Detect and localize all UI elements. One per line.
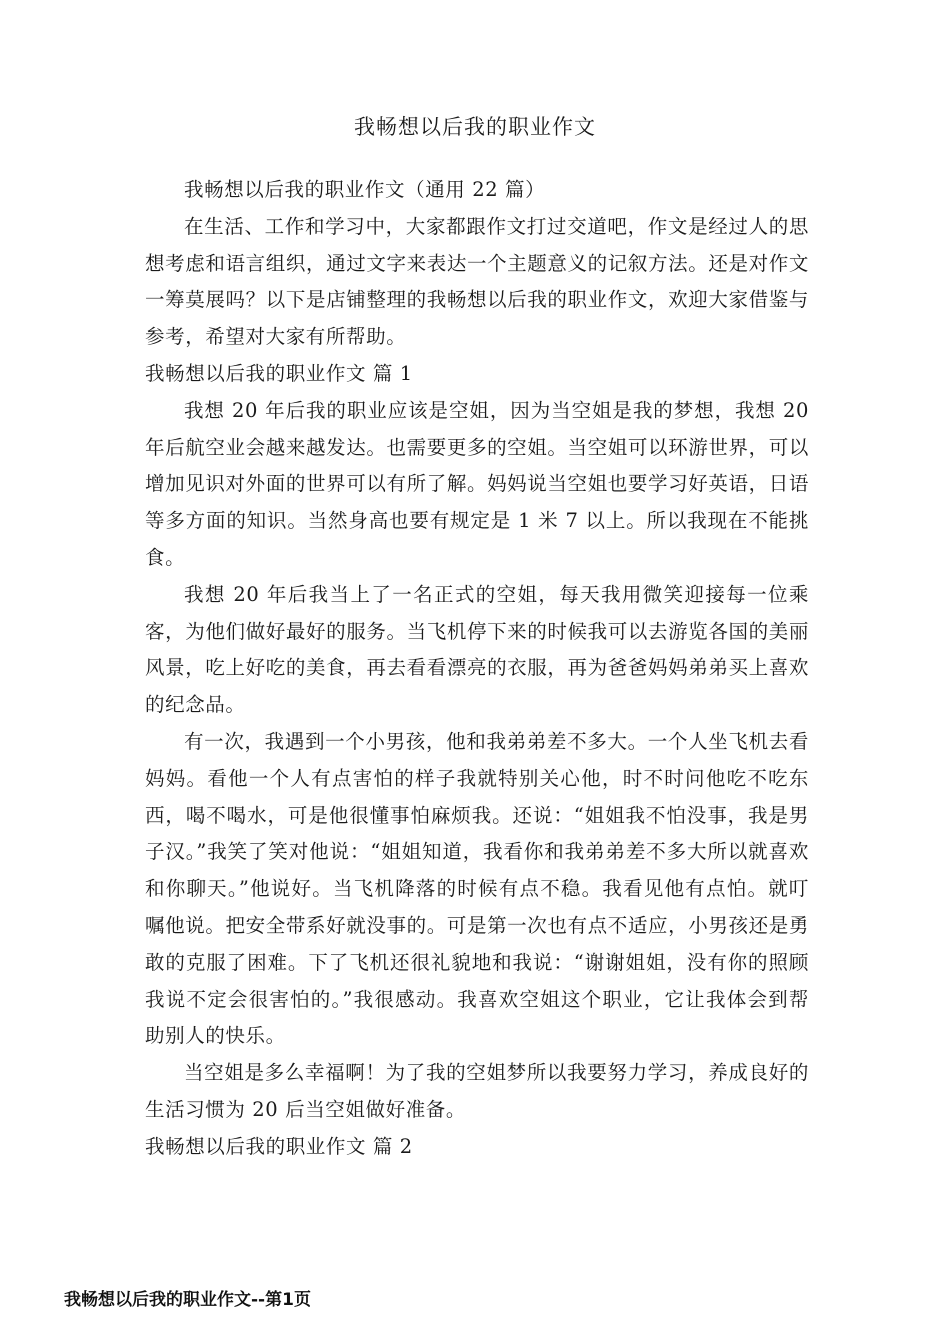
section1-paragraph: 我想 20 年后我当上了一名正式的空姐，每天我用微笑迎接每一位乘客，为他们做好最好的服务。当飞机停下来的时候我可以去游览各国的美丽风景，吃上好吃的美食，再去看看漂亮的衣服，再为爸爸妈妈弟弟买上喜欢的纪念品。	[145, 582, 809, 717]
section-heading-2: 我畅想以后我的职业作文 篇 2	[145, 1134, 413, 1158]
document-subtitle: 我畅想以后我的职业作文（通用 22 篇）	[184, 178, 546, 201]
document-title: 我畅想以后我的职业作文	[354, 115, 596, 139]
section1-paragraph: 当空姐是多么幸福啊！为了我的空姐梦所以我要努力学习，养成良好的生活习惯为 20 后当空姐做好准备。	[145, 1061, 809, 1121]
document-body	[145, 172, 809, 1166]
section1-paragraph: 我想 20 年后我的职业应该是空姐，因为当空姐是我的梦想，我想 20 年后航空业会越来越发达。也需要更多的空姐。当空姐可以环游世界，可以增加见识对外面的世界可以有所了解。妈妈说当空姐也要学习好英语，日语等多方面的知识。当然身高也要有规定是 1 米 7 以上。所以我现在不能挑食。	[145, 398, 809, 569]
intro-paragraph: 在生活、工作和学习中，大家都跟作文打过交道吧，作文是经过人的思想考虑和语言组织，通过文字来表达一个主题意义的记叙方法。还是对作文一筹莫展吗？以下是店铺整理的我畅想以后我的职业作文，欢迎大家借鉴与参考，希望对大家有所帮助。	[145, 214, 809, 349]
section1-paragraph: 有一次，我遇到一个小男孩，他和我弟弟差不多大。一个人坐飞机去看妈妈。看他一个人有点害怕的样子我就特别关心他，时不时问他吃不吃东西，喝不喝水，可是他很懂事怕麻烦我。还说：“姐姐我不怕没事，我是男子汉。”我笑了笑对他说：“姐姐知道，我看你和我弟弟差不多大所以就喜欢和你聊天。”他说好。当飞机降落的时候有点不稳。我看见他有点怕。就叮嘱他说。把安全带系好就没事的。可是第一次也有点不适应，小男孩还是勇敢的克服了困难。下了飞机还很礼貌地和我说：“谢谢姐姐，没有你的照顾我说不定会很害怕的。”我很感动。我喜欢空姐这个职业，它让我体会到帮助别人的快乐。	[145, 729, 809, 1048]
section-heading-1: 我畅想以后我的职业作文 篇 1	[145, 361, 413, 385]
page-footer-label: 我畅想以后我的职业作文--第1页	[64, 1290, 311, 1310]
